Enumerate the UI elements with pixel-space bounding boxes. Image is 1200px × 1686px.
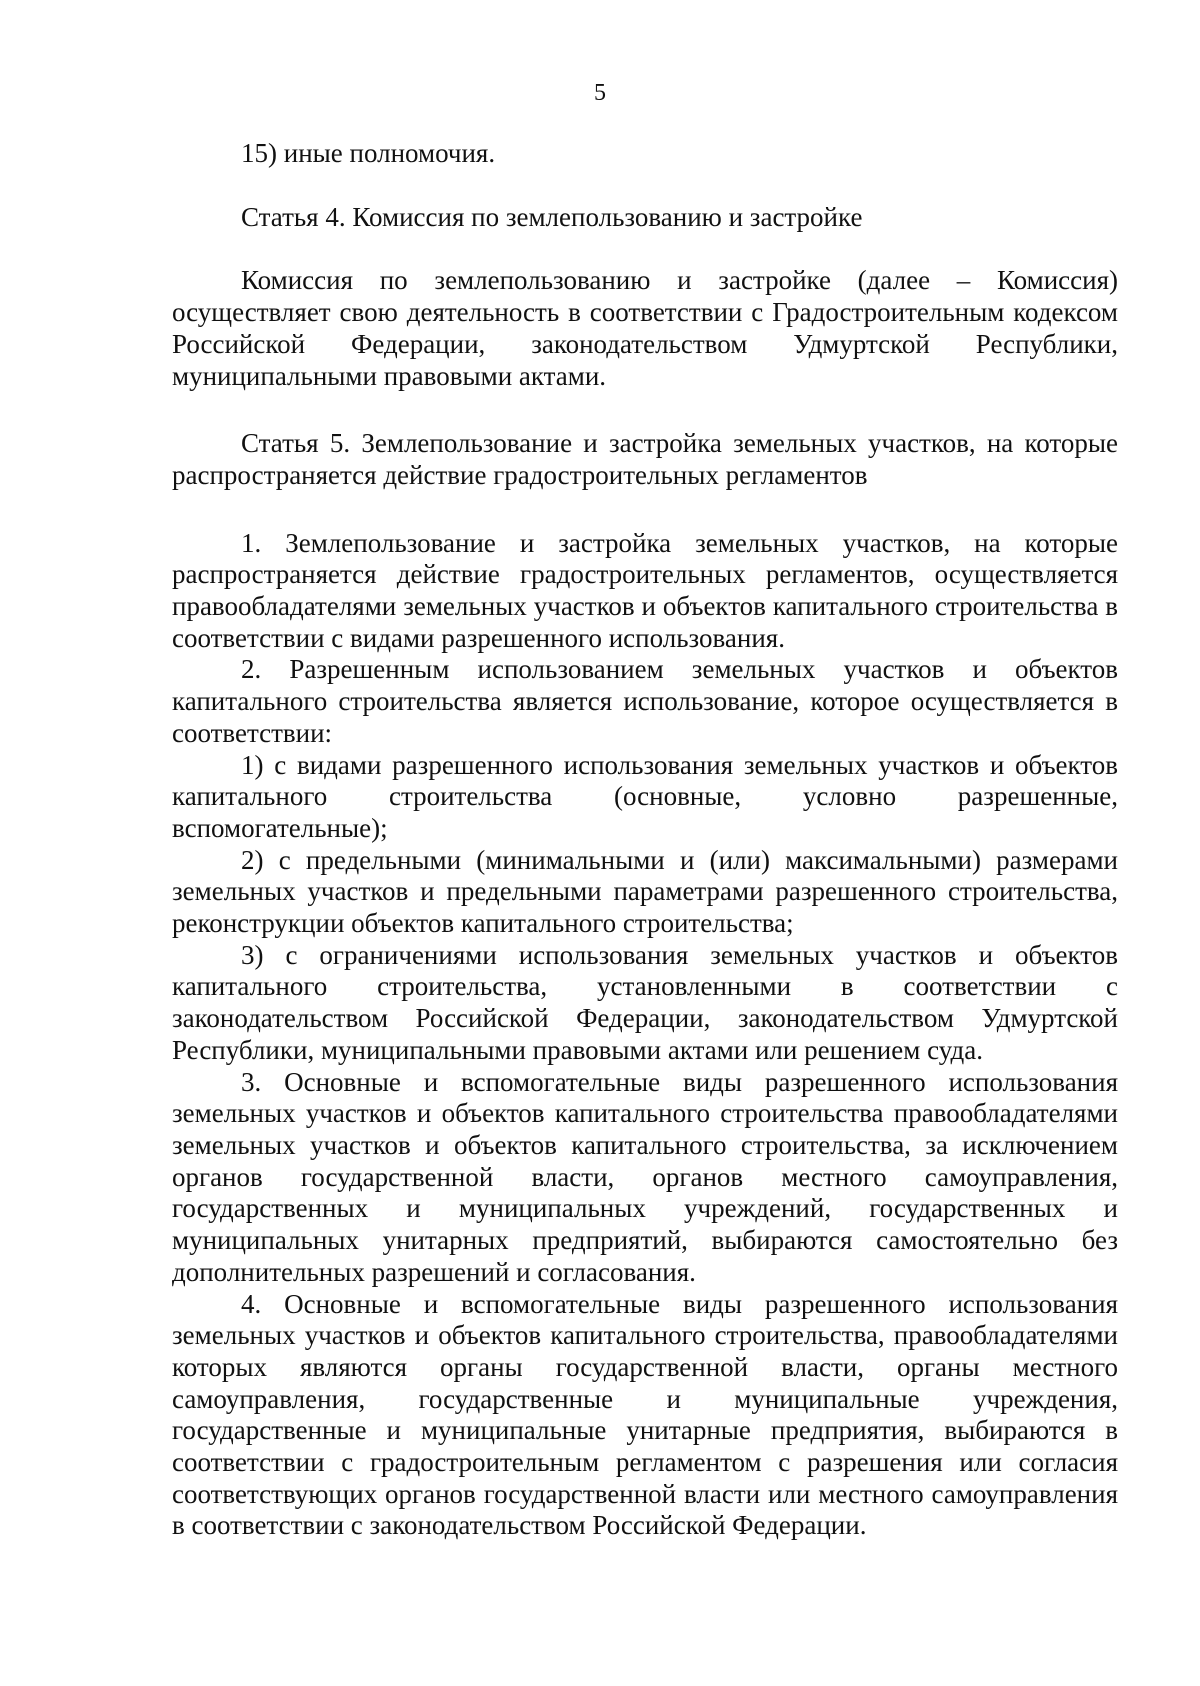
clause-2-subitem-1: 1) с видами разрешенного использования земельных участков и объектов капитального строительства (основные, условно разрешенные, вспомогательные); — [172, 749, 1118, 843]
article-5-clause-2: 2. Разрешенным использованием земельных участков и объектов капитального строительства является использование, которое осуществляется в соответствии: — [172, 654, 1118, 748]
clause-2-subitem-2: 2) с предельными (минимальными и (или) максимальными) размерами земельных участков и предельными параметрами разрешенного строительства, реконструкции объектов капитального строительства; — [172, 844, 1118, 939]
article-5-clause-1: 1. Землепользование и застройка земельных участков, на которые распространяется действие градостроительных регламентов, осуществляется правообладателями земельных участков и объектов капитального строительства в соответствии с видами разрешенного использования. — [172, 527, 1118, 653]
article-4-text: Комиссия по землепользованию и застройке (далее – Комиссия) осуществляет свою деятельность в соответствии с Градостроительным кодексом Российской Федерации, законодательством Удмуртской Республики, муниципальными правовыми актами. — [172, 265, 1118, 391]
article-5-clause-3: 3. Основные и вспомогательные виды разрешенного использования земельных участков и объектов капитального строительства правообладателями земельных участков и объектов капитального строительства, за исключением органов государственной власти, органов местного самоуправления, государственных и муниципальных учреждений, государственных и муниципальных унитарных предприятий, выбираются самостоятельно без дополнительных разрешений и согласования. — [172, 1066, 1118, 1287]
page-number: 5 — [594, 80, 606, 106]
article-5-heading: Статья 5. Землепользование и застройка земельных участков, на которые распространяется действие градостроительных регламентов — [172, 428, 1118, 490]
list-item-15: 15) иные полномочия. — [241, 138, 496, 168]
article-5-clause-4: 4. Основные и вспомогательные виды разрешенного использования земельных участков и объектов капитального строительства, правообладателями которых являются органы государственной власти, органы местного самоуправления, государственные и муниципальные учреждения, государственные и муниципальные унитарные предприятия, выбираются в соответствии с градостроительным регламентом с разрешения или согласия соответствующих органов государственной власти или местного самоуправления в соответствии с законодательством Российской Федерации. — [172, 1288, 1118, 1541]
document-body — [172, 138, 1118, 1542]
clause-2-subitem-3: 3) с ограничениями использования земельных участков и объектов капитального строительства, установленными в соответствии с законодательством Российской Федерации, законодательством Удмуртской Республики, муниципальными правовыми актами или решением суда. — [172, 939, 1118, 1065]
article-4-heading: Статья 4. Комиссия по землепользованию и застройке — [241, 201, 863, 232]
